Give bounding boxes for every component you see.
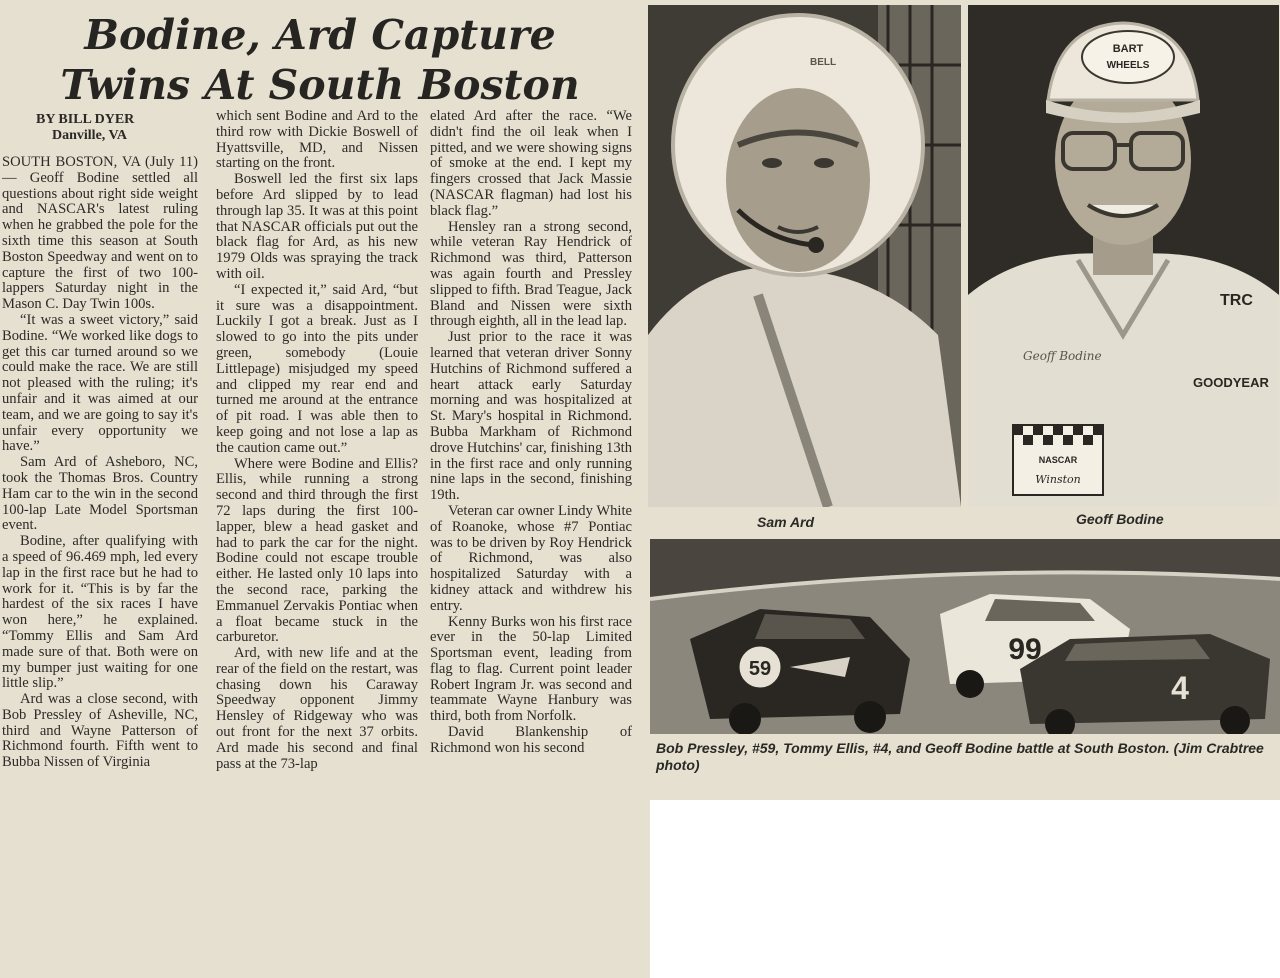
article-column-1 (2, 155, 198, 978)
byline (36, 112, 134, 144)
paragraph: Just prior to the race it was learned that veteran driver Sonny Hutchins of Richmond suffered a heart attack early Saturday morning and was hospitalized at St. Mary's hospital in Richmond. Bubba Markham of Richmond drove Hutchins' car, finishing 13th in the first race and only running nine laps in the second, finishing 19th. (430, 329, 632, 504)
paragraph: Veteran car owner Lindy White of Roanoke, whose #7 Pontiac was to be driven by Roy Hendrick of Richmond, was also hospitalized Saturday with a kidney attack and withdrew his entry. (430, 502, 632, 614)
photo-race-cars (650, 539, 1280, 734)
paragraph: Boswell led the first six laps before Ard slipped by to lead through lap 35. It was at this point that NASCAR officials put out the black flag for Ard, as his new 1979 Olds was spraying the track with oil. (216, 171, 418, 282)
headline (0, 10, 640, 110)
headline-line-1: Bodine, Ard Capture (84, 11, 556, 59)
paragraph: Bodine, after qualifying with a speed of 96.469 mph, led every lap in the first race but he had to work for it. “This is by far the hardest of the six races I have won here,” he explained. “Tommy Ellis and Sam Ard made sure of that. Both were on my bumper just waiting for one little slip.” (2, 533, 198, 692)
nascar-patch (1013, 425, 1103, 495)
helmet-text: BELL (810, 57, 837, 68)
paragraph: Sam Ard of Asheboro, NC, took the Thomas Bros. Country Ham car to the win in the second 100-lap Late Model Sportsman event. (2, 454, 198, 534)
photo-sam-ard (648, 5, 961, 507)
byline-author: BY BILL DYER (36, 112, 135, 127)
article-column-3 (430, 109, 632, 978)
cap-text-2: WHEELS (1106, 60, 1150, 71)
patch-text-bottom: Winston (1035, 473, 1081, 486)
logo-text: TRC (1220, 292, 1253, 309)
paragraph: elated Ard after the race. “We didn't find the oil leak when I pitted, and we were showing signs of smoke at the end. I kept my fingers crossed that Jack Massie (NASCAR flagman) had lost his black flag.” (430, 109, 632, 219)
headline-line-2: Twins At South Boston (60, 61, 580, 109)
caption-race-photo: Bob Pressley, #59, Tommy Ellis, #4, and Geoff Bodine battle at South Boston. (Jim Crabtree photo) (656, 740, 1264, 773)
photo-geoff-bodine (968, 5, 1279, 507)
paragraph: Kenny Burks won his first race ever in the 50-lap Limited Sportsman event, leading from flag to flag. Current point leader Robert Ingram Jr. was second and teammate Wayne Hanbury was third, both from Norfolk. (430, 613, 632, 725)
car-number: 99 (1008, 633, 1042, 666)
car-number: 4 (1171, 670, 1189, 706)
paragraph: “It was a sweet victory,” said Bodine. “We worked like dogs to get this car turned around so we could make the race. We are still not pleased with the ruling; it's unfair and it was aimed at our team, and we are going to say it's unfair every opportunity we have.” (2, 311, 198, 455)
race-car-59 (690, 609, 910, 734)
paragraph: Ard, with new life and at the rear of the field on the restart, was chasing down his Caraway Speedway opponent Jimmy Hensley of Ridgeway who was out front for the next 37 orbits. Ard made his second and final pass at the 73-lap (216, 645, 418, 772)
paragraph: Hensley ran a strong second, while veteran Ray Hendrick of Richmond was third, Patterson was again fourth and Pressley slipped to fifth. Brad Teague, Jack Bland and Nissen were sixth through eighth, all in the lead lap. (430, 218, 632, 330)
shirt-name: Geoff Bodine (1023, 349, 1102, 363)
paragraph: Ard was a close second, with Bob Pressley of Asheville, NC, third and Wayne Patterson of Richmond fourth. Fifth went to Bubba Nissen of Virginia (2, 691, 198, 771)
paragraph: Where were Bodine and Ellis? Ellis, while running a strong second and third through the first 72 laps during the first 100-lapper, blew a head gasket and had to park the car for the night. Bodine could not escape trouble either. He lasted only 10 laps into the second race, parking the Emmanuel Zervakis Pontiac when a float became stuck in the carburetor. (216, 455, 418, 646)
patch-text-top: NASCAR (1038, 455, 1078, 465)
sponsor-text: GOODYEAR (1193, 375, 1269, 390)
caption-geoff-bodine: Geoff Bodine (1076, 511, 1164, 527)
paragraph: “I expected it,” said Ard, “but it sure was a disappointment. Luckily I got a break. Just as I slowed to go into the pits under green, somebody (Louie Littlepage) misjudged my speed and clipped my rear end and turned me around at the entrance of pit road. I was able then to keep going and not lose a lap as the caution came out.” (216, 281, 418, 456)
race-car-4 (1020, 634, 1270, 734)
paragraph: which sent Bodine and Ard to the third row with Dickie Boswell of Hyattsville, MD, and Nissen starting on the front. (216, 109, 418, 172)
article-column-2 (216, 109, 418, 978)
cap-text-1: BART (1112, 43, 1144, 55)
byline-location: Danville, VA (52, 128, 127, 143)
paragraph: David Blankenship of Richmond won his second (430, 724, 632, 756)
paragraph: SOUTH BOSTON, VA (July 11) — Geoff Bodine settled all questions about right side weight and NASCAR's latest ruling when he grabbed the pole for the sixth time this season at South Boston Speedway and went on to capture the first of two 100-lappers Saturday night in the Mason C. Day Twin 100s. (2, 155, 198, 313)
car-number: 59 (748, 658, 772, 680)
caption-sam-ard: Sam Ard (757, 514, 815, 530)
